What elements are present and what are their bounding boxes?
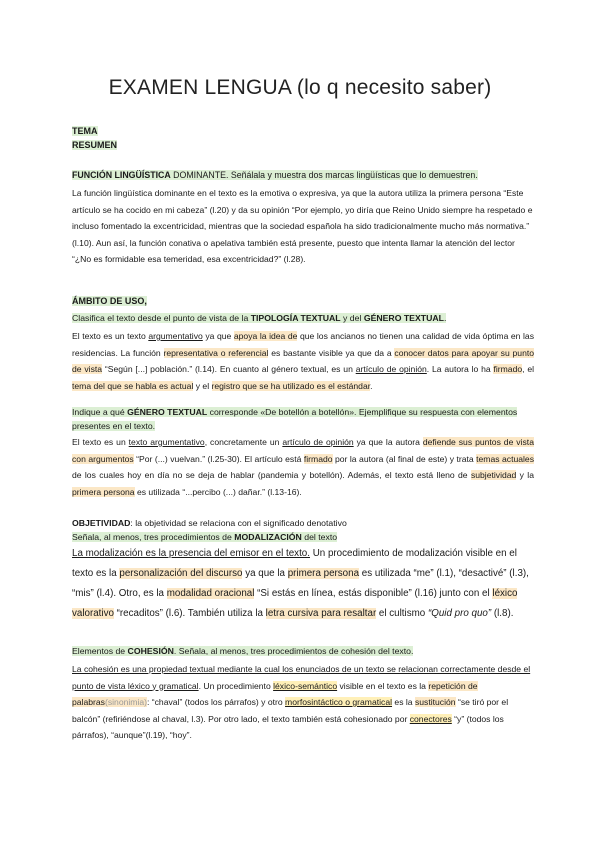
text-fragment: . xyxy=(370,380,373,391)
text-fragment: “recaditos” (l.6). También utiliza la xyxy=(113,608,266,619)
text-fragment: “Según [...] población.” (l.14). En cuanto al género textual, es un xyxy=(102,364,356,374)
section-genero xyxy=(72,405,534,500)
genero-body xyxy=(72,434,534,500)
funcion-heading-rest: DOMINANTE. Señálala y muestra dos marcas lingüísticas que lo demuestren. xyxy=(170,170,478,180)
text-fragment: “Quid pro quo” xyxy=(427,608,492,619)
text-fragment: “y” (todos los párrafos), “aunque”(l.19), “hoy”. xyxy=(72,713,504,740)
text-fragment: ya que xyxy=(202,331,234,341)
text-fragment: Elementos de xyxy=(72,646,128,656)
text-fragment: La modalización es la presencia del emisor en el texto. xyxy=(72,548,310,559)
text-fragment: y la xyxy=(516,470,535,480)
text-fragment: “Por (...) vuelvan.” (l.25-30). El artículo está xyxy=(133,453,304,464)
text-fragment: “Si estás en línea, estás disponible” (l.16) junto con el xyxy=(254,588,493,599)
text-fragment: letra cursiva para resaltar xyxy=(265,608,377,619)
modalizacion-question xyxy=(72,530,534,544)
objetividad-body xyxy=(72,544,534,624)
text-fragment: : “chaval” (todos los párrafos) y otro xyxy=(147,697,286,707)
cohesion-question xyxy=(72,644,534,658)
ambito-body xyxy=(72,328,534,394)
text-fragment: MODALIZACIÓN xyxy=(234,532,302,542)
page-title: EXAMEN LENGUA (lo q necesito saber) xyxy=(108,76,492,99)
text-fragment: La cohesión es una propiedad textual mediante la cual los enunciados de un texto se relacionan correctamente desde el punto de vista léxico y gramatical xyxy=(72,664,531,691)
text-fragment: conectores xyxy=(409,713,452,724)
text-fragment: corresponde «De botellón a botellón». Ejemplifique su respuesta con elementos presentes en el texto. xyxy=(72,407,518,431)
genero-question xyxy=(72,405,534,433)
text-fragment: GÉNERO TEXTUAL xyxy=(363,313,444,323)
text-fragment: (l.8). xyxy=(491,608,514,619)
funcion-heading-bold: FUNCIÓN LINGÜÍSTICA xyxy=(72,170,171,180)
text-fragment: TIPOLOGÍA TEXTUAL xyxy=(250,313,341,323)
text-fragment: firmado xyxy=(303,453,333,464)
funcion-heading xyxy=(72,168,534,182)
text-fragment: es utilizada “...percibo (...) dañar.” (l.13-16). xyxy=(134,486,302,497)
text-fragment: que los ancianos no tienen una calidad de vida óptima en las residencias. La función xyxy=(72,331,535,358)
text-fragment: , concretamente un xyxy=(204,437,283,447)
text-fragment: El texto es un texto xyxy=(72,331,149,341)
text-fragment: del texto xyxy=(301,532,338,542)
text-fragment: personalización del discurso xyxy=(119,568,243,579)
text-fragment: subjetividad xyxy=(470,470,517,480)
text-fragment: “se tiró por el balcón” (refiriéndose al chaval, l.3). Por otro lado, el texto también está cohesionado por xyxy=(72,697,509,724)
text-fragment: (sinonimia) xyxy=(104,697,147,707)
text-fragment: conocer datos para apoyar su punto de vista xyxy=(72,347,535,374)
text-fragment: , el xyxy=(522,364,535,374)
text-fragment: Indique a qué xyxy=(72,407,128,417)
text-fragment: primera persona xyxy=(72,486,135,497)
text-fragment: es bastante visible ya que da a xyxy=(268,347,395,358)
text-fragment: ya que la autora xyxy=(353,437,423,447)
text-fragment: representativa o referencial xyxy=(163,347,269,358)
text-fragment: Un procedimiento de modalización visible en el texto es la xyxy=(72,548,517,579)
text-fragment: . Un procedimiento xyxy=(198,680,274,691)
funcion-body: La función lingüística dominante en el texto es la emotiva o expresiva, ya que la autora utiliza la primera persona “Este artículo se ha cocido en mi cabeza” (l.20) y da su opinión “Por ejemplo, yo diría que Reino Unido siempre ha respetado e incluso fomentado la excentricidad, mientras que la sociedad española ha sido tradicionalmente mucho más normativa.” (l.10). Aun así, la función conativa o apelativa también está presente, puesto que intenta llamar la atención del lector “¿No es formidable esa temeridad, esa excentricidad?” (l.28). xyxy=(72,188,533,264)
text-fragment: sustitución xyxy=(414,697,456,707)
text-fragment: modalidad oracional xyxy=(166,588,255,599)
section-funcion xyxy=(72,168,534,268)
text-fragment: visible en el texto es la xyxy=(337,680,429,691)
text-fragment: Clasifica el texto desde el punto de vista de la xyxy=(72,313,251,323)
section-ambito xyxy=(72,294,534,394)
text-fragment: artículo de opinión xyxy=(282,437,354,447)
text-fragment: apoya la idea de xyxy=(233,331,298,341)
text-fragment: y el xyxy=(193,380,212,391)
text-fragment: es la xyxy=(392,697,415,707)
text-fragment: . Señala, al menos, tres procedimientos de cohesión del texto. xyxy=(173,646,414,656)
text-fragment: por la autora (al final de este) y trata xyxy=(332,453,477,464)
text-fragment: OBJETIVIDAD xyxy=(72,518,131,528)
section-tema xyxy=(72,124,534,152)
ambito-heading: ÁMBITO DE USO, xyxy=(72,296,147,306)
text-fragment: : la objetividad se relaciona con el significado denotativo xyxy=(130,518,347,528)
text-fragment: artículo de opinión xyxy=(355,364,427,374)
objetividad-heading xyxy=(72,516,534,530)
text-fragment: El texto es un xyxy=(72,437,129,447)
text-fragment: registro que se ha utilizado es el estándar xyxy=(211,380,371,391)
text-fragment: de los cuales hoy en día no se deja de hablar (pandemia y botellón). Además, el texto está lleno de xyxy=(72,470,471,480)
text-fragment: ya que la xyxy=(242,568,288,579)
text-fragment: firmado xyxy=(493,364,523,374)
text-fragment: temas actuales xyxy=(476,453,534,464)
text-fragment: texto argumentativo xyxy=(128,437,205,447)
ambito-question xyxy=(72,311,534,325)
text-fragment: léxico-semántico xyxy=(273,680,338,691)
section-objetividad xyxy=(72,516,534,624)
text-fragment: GÉNERO TEXTUAL xyxy=(127,407,208,417)
text-fragment: defiende sus puntos de vista con argumentos xyxy=(72,437,534,464)
text-fragment: tema del que se habla es actual xyxy=(72,380,194,391)
text-fragment: es utilizada “me” (l.1), “desactivé” (l.3), “mis” (l.4). Otro, es la xyxy=(72,568,529,599)
section-cohesion xyxy=(72,644,534,744)
text-fragment: morfosintáctico o gramatical xyxy=(285,697,393,707)
text-fragment: léxico valorativo xyxy=(72,588,518,619)
cohesion-body xyxy=(72,661,534,744)
text-fragment: argumentativo xyxy=(148,331,203,341)
text-fragment: repetición de palabras xyxy=(72,680,478,707)
tema-heading: TEMA xyxy=(72,126,98,136)
text-fragment: . xyxy=(443,313,447,323)
resumen-heading: RESUMEN xyxy=(72,140,118,150)
text-fragment: COHESIÓN xyxy=(127,646,174,656)
text-fragment: primera persona xyxy=(287,568,360,579)
text-fragment: y del xyxy=(340,313,364,323)
text-fragment: Señala, al menos, tres procedimientos de xyxy=(72,532,235,542)
text-fragment: el cultismo xyxy=(376,608,428,619)
text-fragment: . La autora lo ha xyxy=(426,364,494,374)
